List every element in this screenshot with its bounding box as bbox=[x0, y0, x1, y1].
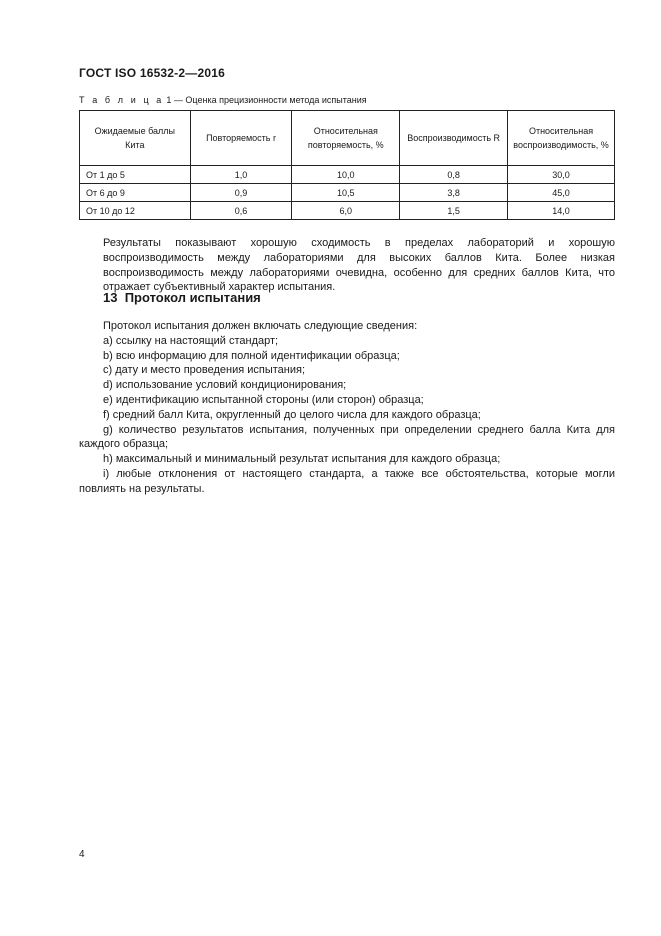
table-row bbox=[80, 202, 615, 220]
table-cell: От 6 до 9 bbox=[80, 184, 191, 202]
list-item: e) идентификацию испытанной стороны (или сторон) образца; bbox=[103, 393, 424, 406]
list-item: h) максимальный и минимальный результат испытания для каждого образца; bbox=[103, 453, 501, 466]
list-item: c) дату и место проведения испытания; bbox=[103, 364, 306, 377]
results-paragraph bbox=[79, 236, 615, 295]
table-cell: 1,0 bbox=[190, 166, 292, 184]
table-cell: 0,8 bbox=[400, 166, 508, 184]
table-cell: 3,8 bbox=[400, 184, 508, 202]
list-item: f) средний балл Кита, округленный до целого числа для каждого образца; bbox=[103, 408, 481, 421]
report-contents-list bbox=[79, 319, 615, 497]
table-cell: 6,0 bbox=[292, 202, 400, 220]
section-number: 13 bbox=[103, 290, 118, 305]
column-header-relative-repeatability: Относительная повторяемость, % bbox=[292, 111, 400, 166]
table-cell: От 1 до 5 bbox=[80, 166, 191, 184]
table-cell: 1,5 bbox=[400, 202, 508, 220]
list-intro: Протокол испытания должен включать следующие сведения: bbox=[103, 320, 418, 332]
column-header-expected-score: Ожидаемые баллы Кита bbox=[80, 111, 191, 166]
list-item: a) ссылку на настоящий стандарт; bbox=[103, 334, 279, 347]
document-header: ГОСТ ISO 16532-2—2016 bbox=[79, 66, 225, 80]
table-cell: 0,6 bbox=[190, 202, 292, 220]
table-cell: 45,0 bbox=[508, 184, 615, 202]
section-title: Протокол испытания bbox=[124, 290, 261, 305]
list-item: b) всю информацию для полной идентификации образца; bbox=[103, 349, 400, 362]
table-cell: От 10 до 12 bbox=[80, 202, 191, 220]
section-heading bbox=[103, 290, 261, 305]
column-header-repeatability: Повторяемость r bbox=[190, 111, 292, 166]
precision-table bbox=[79, 110, 615, 220]
results-paragraph-text: Результаты показывают хорошую сходимость в пределах лабораторий и хорошую воспроизводимость между лабораториями для высоких баллов Кита. Более низкая воспроизводимость между лабораториями очевидна, особенно для средних баллов Кита, что отражает субъективный характер испытания. bbox=[103, 237, 615, 294]
table-caption bbox=[79, 95, 367, 105]
table-header-row bbox=[80, 111, 615, 166]
column-header-reproducibility: Воспроизводимость R bbox=[400, 111, 508, 166]
table-cell: 10,0 bbox=[292, 166, 400, 184]
table-row bbox=[80, 166, 615, 184]
column-header-relative-reproducibility: Относительная воспроизводимость, % bbox=[508, 111, 615, 166]
table-caption-text: 1 — Оценка прецизионности метода испытания bbox=[163, 95, 367, 105]
table-cell: 10,5 bbox=[292, 184, 400, 202]
page-number: 4 bbox=[79, 849, 85, 860]
table-row bbox=[80, 184, 615, 202]
table-cell: 0,9 bbox=[190, 184, 292, 202]
table-cell: 14,0 bbox=[508, 202, 615, 220]
list-item: g) количество результатов испытания, полученных при определении среднего балла Кита для каждого образца; bbox=[79, 423, 615, 451]
list-item: d) использование условий кондиционирования; bbox=[103, 379, 347, 392]
list-item: i) любые отклонения от настоящего стандарта, а также все обстоятельства, которые могли повлиять на результаты. bbox=[79, 467, 615, 495]
table-cell: 30,0 bbox=[508, 166, 615, 184]
table-caption-prefix: Т а б л и ц а bbox=[79, 95, 164, 105]
